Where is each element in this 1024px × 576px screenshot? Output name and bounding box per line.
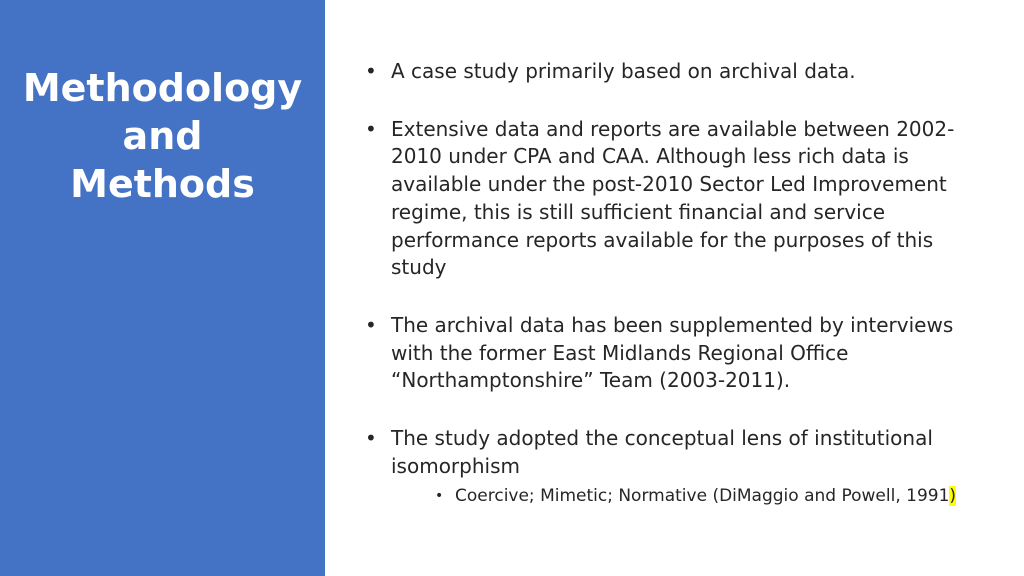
title-line-2: and (122, 114, 203, 158)
bullet-icon: • (365, 312, 377, 337)
slide-title (0, 64, 325, 208)
bullet-text: The study adopted the conceptual lens of institutional isomorphism (391, 426, 933, 478)
sub-bullet-item (391, 484, 985, 508)
bullet-text: The archival data has been supplemented by interviews with the former East Midlands Regional Office “Northamptonshire” Team (2003-2011). (391, 312, 954, 393)
sub-bullet-text: Coercive; Mimetic; Normative (DiMaggio and Powell, 1991 (455, 486, 950, 507)
bullet-item (365, 312, 985, 395)
title-panel (0, 0, 325, 576)
bullet-item (365, 425, 985, 508)
bullet-list (365, 58, 985, 538)
bullet-item (365, 58, 985, 86)
bullet-icon: • (365, 116, 377, 141)
title-line-3: Methods (70, 162, 255, 206)
bullet-icon: • (365, 426, 377, 451)
bullet-item (365, 116, 985, 282)
title-line-1: Methodology (22, 66, 303, 110)
bullet-text: Extensive data and reports are available between 2002-2010 under CPA and CAA. Although less rich data is available under the post-2010 Sector Led Improvement regime, this is still sufficient financial and service performance reports available for the purposes of this study (391, 116, 955, 280)
bullet-text: A case study primarily based on archival data. (391, 59, 856, 83)
sub-bullet-icon: • (435, 488, 444, 505)
bullet-icon: • (365, 59, 377, 83)
highlighted-paren: ) (949, 486, 957, 507)
